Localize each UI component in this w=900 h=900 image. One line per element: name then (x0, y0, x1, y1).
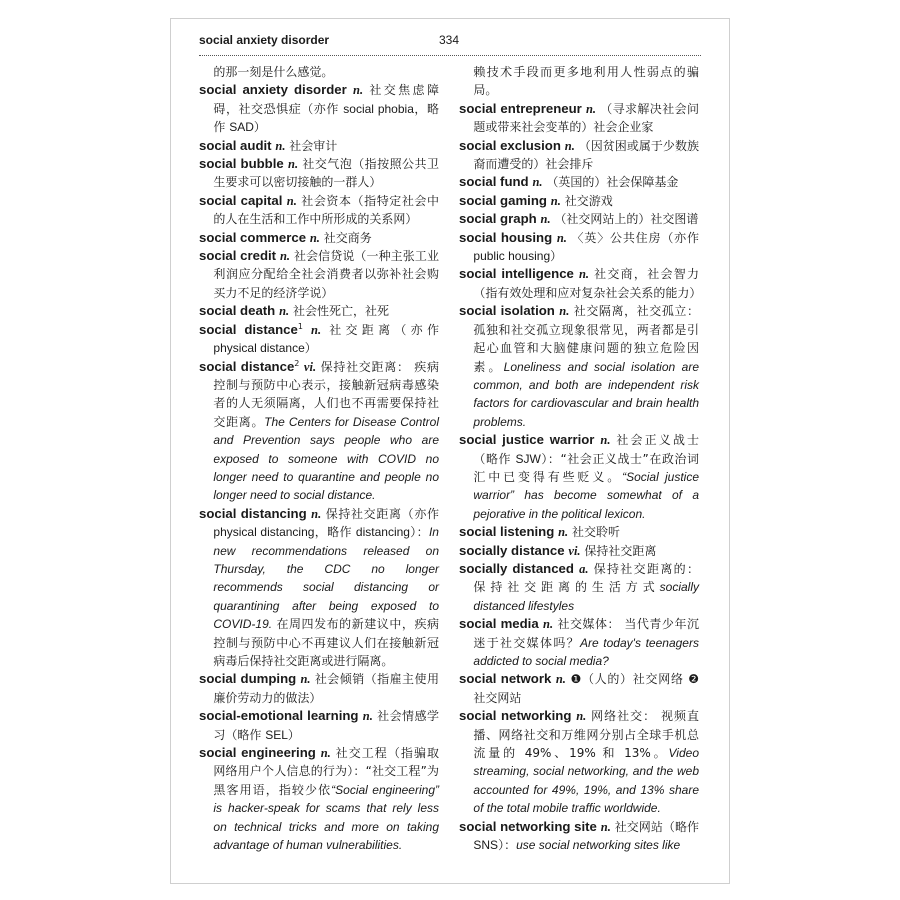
part-of-speech: n. (540, 212, 551, 227)
definition: ） (304, 341, 317, 356)
definition: 社交工程（指骗取网络用户个人信息的行为）： (213, 746, 439, 779)
headword: social fund (459, 174, 529, 190)
headword: social media (459, 616, 539, 632)
example-sentence: Are today's teenagers addicted to social media? (473, 635, 699, 668)
part-of-speech: n. (558, 525, 569, 540)
headword: social listening (459, 524, 555, 540)
dictionary-entry (459, 542, 699, 560)
variant-term: SJW (515, 451, 541, 466)
headword: social credit (199, 248, 277, 264)
dictionary-entry (199, 155, 439, 192)
definition: （社交网站上的）社交图谱 (554, 212, 699, 227)
headword: social isolation (459, 303, 555, 319)
definition: ）： (409, 525, 429, 540)
definition: 社会信贷说（一种主张工业利润应分配给全社会消费者以弥补社会购买力不足的经济学说） (213, 249, 439, 300)
dictionary-page (170, 18, 730, 884)
definition: 视频直播、网络社交和万维网分别占全球手机总流量的 49%、19% 和 13%。 (473, 709, 699, 761)
part-of-speech: n. (279, 304, 290, 319)
headword: socially distanced (459, 560, 574, 576)
dictionary-entry (199, 707, 439, 744)
right-column (459, 63, 702, 854)
headword: social dumping (199, 671, 297, 687)
example-sentence: Loneliness and social isolation are common, and both are independent risk factors for cardiovascular and brain health problems. (473, 359, 699, 429)
headword: social distancing (199, 505, 307, 521)
part-of-speech: n. (362, 709, 373, 724)
variant-term: social phobia (343, 101, 414, 116)
headword: social gaming (459, 192, 547, 208)
definition: ） (550, 249, 563, 264)
dictionary-entry (199, 81, 439, 136)
definition: （寻求解决社会问题或带来社会变革的）社会企业家 (473, 101, 699, 135)
part-of-speech: n. (556, 230, 567, 245)
entry-continuation (199, 63, 439, 81)
dictionary-entry (459, 192, 699, 210)
example-sentence: “Social engineering” is hacker-speak for scams that rely less on technical tricks and more on taking advantage of human vulnerabilities. (213, 782, 439, 853)
example-sentence: socially distanced lifestyles (473, 580, 699, 613)
dictionary-entry (199, 744, 439, 854)
headword: social networking (459, 708, 572, 724)
part-of-speech: n. (311, 506, 322, 521)
headword: social distance (199, 321, 298, 337)
dictionary-entry (199, 670, 439, 707)
headword: social bubble (199, 156, 284, 172)
sense-number: 2 (294, 358, 300, 368)
definition: 孤独和社交孤立现象很常见，两者都是引起心血管和大脑健康问题的独立危险因素。 (473, 322, 699, 374)
dictionary-entry (199, 247, 439, 302)
headword: social-emotional learning (199, 708, 359, 724)
dictionary-entry (459, 707, 699, 817)
headword: social entrepreneur (459, 100, 582, 116)
part-of-speech: n. (311, 322, 322, 337)
headword: social justice warrior (459, 432, 595, 448)
definition: 社会情感学习（略作 (213, 709, 439, 742)
definition: 社交气泡（指按照公共卫生要求可以密切接触的一群人） (213, 157, 439, 190)
headword: social housing (459, 229, 553, 245)
definition: 社交焦虑障碍，社交恐惧症（亦作 (213, 83, 439, 116)
dictionary-entry (459, 265, 702, 302)
part-of-speech: n. (585, 101, 597, 116)
headword: social distance (199, 358, 295, 374)
headword: social networking site (459, 818, 597, 834)
definition: ，略作 (314, 525, 356, 540)
sense-number: 1 (297, 321, 303, 331)
dictionary-entry (199, 358, 439, 505)
part-of-speech: vi. (568, 543, 581, 558)
definition: ❶（人的）社交网络 ❷ 社交网站 (473, 672, 699, 705)
part-of-speech: n. (309, 230, 320, 245)
part-of-speech: vi. (303, 359, 317, 374)
definition: 社交隔离，社交孤立： (573, 304, 699, 319)
dictionary-entry (459, 100, 699, 137)
definition: 社交商务 (323, 230, 372, 245)
headword: social network (459, 671, 552, 687)
definition: （英国的）社会保障基金 (546, 175, 679, 190)
part-of-speech: n. (543, 617, 554, 632)
part-of-speech: n. (600, 433, 611, 448)
dictionary-entry (199, 137, 439, 155)
part-of-speech: n. (279, 249, 291, 264)
part-of-speech: n. (300, 672, 311, 687)
part-of-speech: n. (532, 175, 543, 190)
definition: 社交商，社会智力（指有效处理和应对复杂社会关系的能力） (473, 267, 702, 300)
dictionary-entry (199, 192, 439, 229)
part-of-speech: n. (320, 746, 331, 761)
definition: 社交聆听 (572, 525, 621, 540)
variant-term: distancing (355, 525, 410, 540)
headword: social exclusion (459, 137, 561, 153)
definition: 社会正义战士（略作 (473, 433, 699, 466)
definition: 社交距离（亦作 (329, 322, 439, 337)
definition: 保持社交距离的生活方式 (473, 580, 660, 595)
definition: 〈英〉公共住房（亦作 (571, 230, 699, 245)
variant-term: SEL (265, 727, 288, 742)
headword: social engineering (199, 745, 316, 761)
example-sentence: “Social justice warrior” has become somewhat of a pejorative in the political lexicon. (473, 469, 699, 521)
example-sentence: Video streaming, social networking, and the web accounted for 49%, 19%, and 13% share of the total mobile traffic worldwide. (473, 746, 699, 816)
part-of-speech: n. (555, 672, 566, 687)
example-sentence: In new recommendations released on Thursday, the CDC no longer recommends social distancing or quarantining after being exposed to COVID-19. (213, 525, 439, 632)
headword: social anxiety disorder (199, 82, 347, 98)
part-of-speech: n. (559, 304, 570, 319)
variant-term: SNS (473, 838, 499, 853)
page-number: 334 (439, 33, 460, 47)
headword: social capital (199, 192, 283, 208)
variant-term: physical distancing (213, 525, 315, 540)
part-of-speech: n. (286, 193, 297, 208)
dictionary-entry (199, 505, 439, 671)
example-sentence: The Centers for Disease Control and Prevention says people who are exposed to someone with COVID no longer need to quarantine and people no longer need to social distance. (213, 414, 439, 503)
definition: 的那一刻是什么感觉。 (213, 65, 334, 79)
dictionary-entry (459, 818, 699, 855)
dictionary-entry (459, 210, 699, 228)
headword: social intelligence (459, 266, 574, 282)
dictionary-entry (459, 560, 699, 615)
headword: social commerce (199, 229, 307, 245)
left-column (199, 63, 439, 854)
headword: social graph (459, 211, 537, 227)
definition: 当代青少年沉迷于社交媒体吗？ (473, 617, 699, 650)
definition: 保持社交距离的： (593, 561, 699, 576)
definition: ） (253, 120, 266, 135)
dictionary-entry (459, 137, 699, 174)
definition: 社会倾销（指雇主使用廉价劳动力的做法） (213, 672, 439, 705)
dictionary-entry (199, 321, 439, 358)
definition: 网络社交： (591, 709, 657, 724)
definition: 疾病控制与预防中心表示，接触新冠病毒感染者的人无须隔离，人们也不再需要保持社交距离。 (213, 359, 439, 429)
entry-continuation (459, 63, 699, 100)
dictionary-entry (199, 302, 439, 320)
part-of-speech: n. (578, 267, 590, 282)
definition: 保持社交距离（亦作 (325, 506, 439, 521)
variant-term: public housing (473, 249, 551, 264)
part-of-speech: n. (576, 709, 587, 724)
definition: 在周四发布的新建议中，疾病控制与预防中心不再建议人们在接触新冠病毒后保持社交距离或进行隔离。 (213, 617, 439, 668)
headword: social death (199, 303, 276, 319)
variant-term: SAD (229, 120, 254, 135)
definition: “社会正义战士”在政治词汇中已变得有些贬义。 (473, 451, 699, 484)
dictionary-entry (459, 229, 699, 266)
part-of-speech: n. (275, 138, 286, 153)
dictionary-entry (459, 173, 699, 191)
dictionary-entry (459, 670, 699, 707)
definition: 社交媒体： (557, 617, 621, 632)
example-sentence: use social networking sites like (516, 838, 681, 853)
header-rule (199, 55, 701, 56)
definition: 社会资本（指特定社会中的人在生活和工作中所形成的关系网） (213, 193, 439, 227)
variant-term: physical distance (213, 341, 305, 356)
definition: 保持社交距离： (320, 359, 410, 374)
definition: 社会性死亡，社死 (292, 304, 389, 319)
dictionary-entry (199, 229, 439, 247)
dictionary-entry (459, 523, 699, 541)
definition: ） (287, 727, 300, 742)
definition: 社交游戏 (564, 193, 613, 208)
definition: 社交网站（略作 (614, 819, 699, 834)
headword: socially distance (459, 542, 565, 558)
running-head: social anxiety disorder (199, 33, 330, 47)
definition: ，略作 (213, 101, 439, 135)
dictionary-entry (459, 431, 699, 523)
definition: 保持社交距离 (584, 543, 657, 558)
definition: “社交工程”为黑客用语，指较少依 (213, 764, 439, 797)
part-of-speech: n. (550, 193, 561, 208)
part-of-speech: n. (353, 83, 364, 98)
page-header (199, 33, 701, 55)
definition: 社会审计 (289, 138, 338, 153)
part-of-speech: n. (600, 819, 611, 834)
definition: （因贫困或属于少数族裔而遭受的）社会排斥 (473, 138, 699, 172)
part-of-speech: n. (288, 157, 299, 172)
definition: ）： (540, 451, 561, 466)
definition: 赖技术手段而更多地利用人性弱点的骗局。 (473, 65, 699, 98)
dictionary-entry (459, 302, 699, 431)
headword: social audit (199, 137, 272, 153)
part-of-speech: a. (579, 561, 589, 576)
definition: ）： (498, 838, 517, 853)
part-of-speech: n. (564, 138, 575, 153)
dictionary-entry (459, 615, 699, 670)
